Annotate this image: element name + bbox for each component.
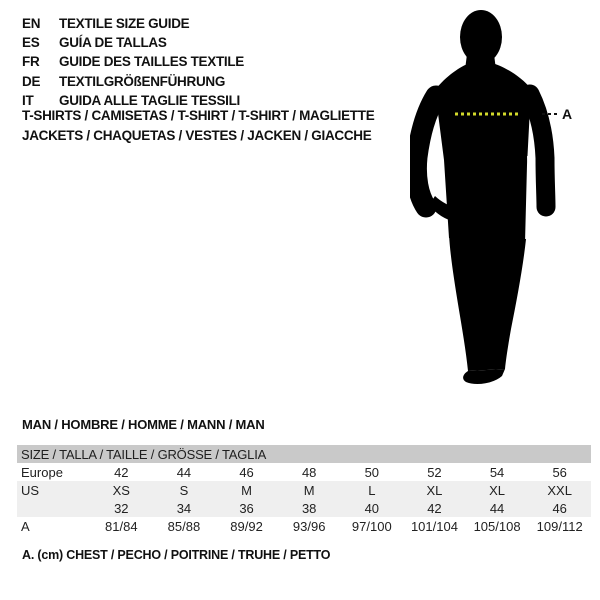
category-tshirts: T-SHIRTS / CAMISETAS / T-SHIRT / T-SHIRT / MAGLIETTE <box>22 108 375 123</box>
cell: 46 <box>239 464 254 480</box>
language-label: TEXTILE SIZE GUIDE <box>59 16 190 31</box>
cell: L <box>368 482 376 498</box>
cell: 42 <box>427 500 442 516</box>
language-code: IT <box>22 92 34 108</box>
cell: 48 <box>301 464 317 480</box>
cell: 109/112 <box>536 518 583 534</box>
cell: 32 <box>114 500 129 516</box>
man-silhouette-figure <box>410 0 580 398</box>
category-jackets: JACKETS / CHAQUETAS / VESTES / JACKEN / GIACCHE <box>22 128 372 143</box>
table-row-europe <box>17 463 591 481</box>
cell: 85/88 <box>167 518 201 534</box>
language-code: DE <box>22 73 41 89</box>
cell: 42 <box>114 464 129 480</box>
language-label: GUÍA DE TALLAS <box>59 35 167 51</box>
table-row-numeric <box>17 499 591 517</box>
size-table-header-text: SIZE / TALLA / TAILLE / GRÖSSE / TAGLIA <box>21 446 267 462</box>
size-table-header <box>17 445 591 463</box>
measure-label-a: A <box>562 106 573 122</box>
man-silhouette-svg <box>410 0 580 398</box>
cell: XL <box>489 482 506 498</box>
language-code: FR <box>22 54 40 70</box>
cell: XS <box>112 482 130 498</box>
cell: 56 <box>552 464 567 480</box>
garment-categories <box>22 106 374 146</box>
cell: 93/96 <box>292 518 326 534</box>
cell: S <box>179 482 189 498</box>
row-label: US <box>21 482 40 498</box>
cell: 81/84 <box>105 518 138 534</box>
cell: 52 <box>427 464 442 480</box>
row-label: A <box>21 518 30 534</box>
language-code: ES <box>22 35 40 51</box>
cell: 38 <box>301 500 317 516</box>
size-table <box>17 445 591 535</box>
cell: M <box>241 482 252 498</box>
language-row-es <box>22 33 244 52</box>
cell: 89/92 <box>230 518 263 534</box>
language-row-de <box>22 72 244 91</box>
cell: 50 <box>364 464 380 480</box>
cell: 97/100 <box>351 518 392 534</box>
table-row-chest-a <box>17 517 591 535</box>
cell: 44 <box>489 500 505 516</box>
cell: 40 <box>364 500 380 516</box>
man-silhouette <box>416 10 546 384</box>
row-label <box>17 499 90 517</box>
cell: 36 <box>239 500 254 516</box>
language-list <box>22 14 244 110</box>
cell: 44 <box>176 464 192 480</box>
language-code: EN <box>22 16 41 31</box>
cell: XXL <box>547 482 572 498</box>
cell: XL <box>426 482 443 498</box>
cell: 46 <box>552 500 567 516</box>
table-row-us <box>17 481 591 499</box>
cell: 105/108 <box>473 518 521 534</box>
language-label: GUIDE DES TAILLES TEXTILE <box>59 54 245 70</box>
language-row-fr <box>22 52 244 71</box>
language-label: TEXTILGRÖßENFÜHRUNG <box>59 73 226 89</box>
cell: M <box>303 482 315 498</box>
cell: 54 <box>489 464 505 480</box>
section-title-man: MAN / HOMBRE / HOMME / MANN / MAN <box>22 417 265 432</box>
cell: 34 <box>176 500 192 516</box>
row-label: Europe <box>21 464 63 480</box>
language-label: GUIDA ALLE TAGLIE TESSILI <box>59 92 240 108</box>
cell: 101/104 <box>410 518 458 534</box>
language-row-en <box>22 14 244 33</box>
measurement-footnote: A. (cm) CHEST / PECHO / POITRINE / TRUHE / PETTO <box>22 548 331 562</box>
